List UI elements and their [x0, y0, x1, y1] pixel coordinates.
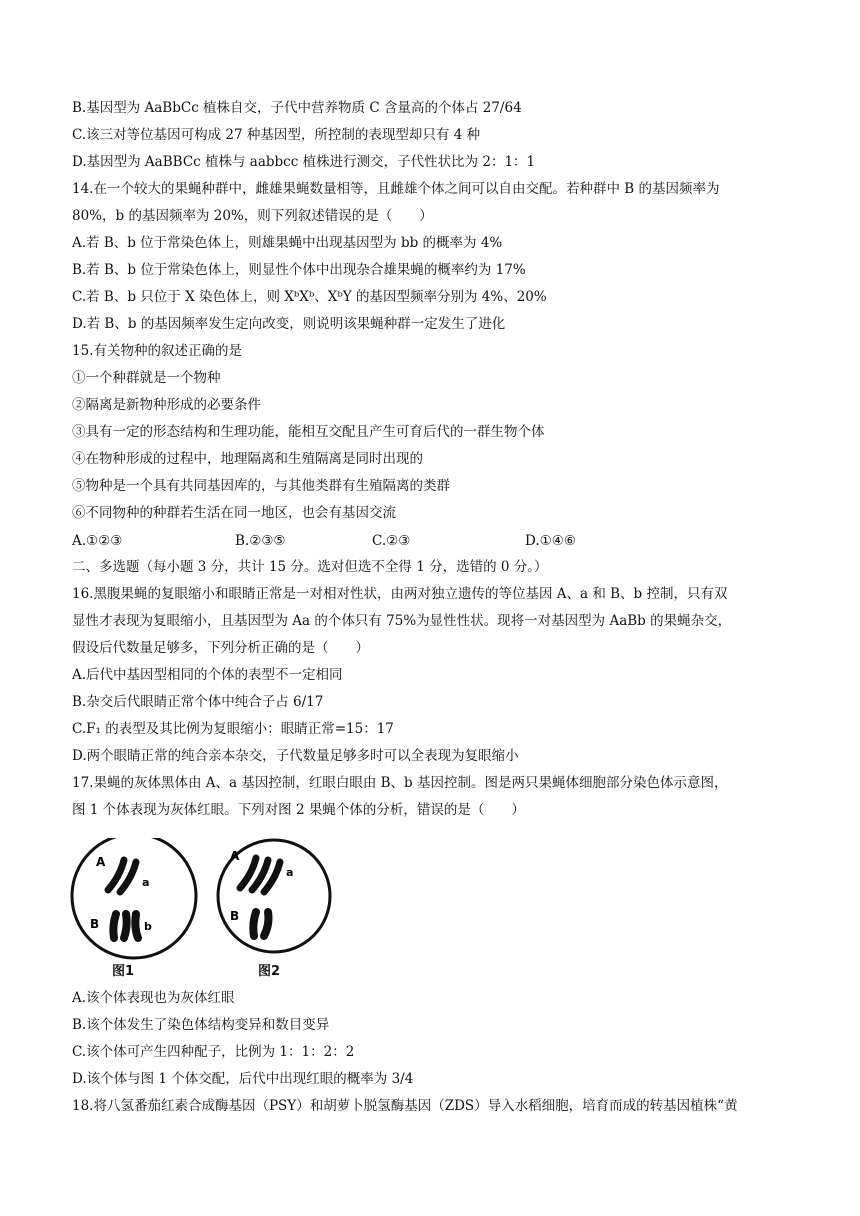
q16-option-a: A.后代中基因型相同的个体的表型不一定相同	[72, 667, 343, 683]
chromosome-figure-svg	[68, 838, 338, 978]
q15-option-b: B.②③⑤	[235, 533, 286, 549]
q15-item-6: ⑥不同物种的种群若生活在同一地区，也会有基因交流	[72, 505, 396, 521]
q14-stem-line-2: 80%，b 的基因频率为 20%，则下列叙述错误的是（ ）	[72, 208, 433, 224]
q15-options-row	[72, 531, 792, 551]
fig1-label-B: B	[90, 917, 100, 931]
chromosome-figure	[68, 838, 338, 978]
q17-option-c: C.该个体可产生四种配子，比例为 1：1：2：2	[72, 1044, 355, 1060]
q15-option-c: C.②③	[372, 533, 411, 549]
figure-2-caption: 图2	[258, 964, 281, 979]
q15-option-d: D.①④⑥	[525, 533, 576, 549]
q15-stem: 15.有关物种的叙述正确的是	[72, 343, 242, 359]
q13-option-b: B.基因型为 AaBbCc 植株自交，子代中营养物质 C 含量高的个体占 27/64	[72, 100, 522, 116]
q16-stem-line-3: 假设后代数量足够多，下列分析正确的是（ ）	[72, 640, 369, 656]
q17-stem-line-2: 图 1 个体表现为灰体红眼。下列对图 2 果蝇个体的分析，错误的是（ ）	[72, 802, 525, 818]
fig2-label-B: B	[230, 909, 240, 923]
q14-option-a: A.若 B、b 位于常染色体上，则雄果蝇中出现基因型为 bb 的概率为 4%	[72, 235, 503, 251]
q16-option-c: C.F₁ 的表型及其比例为复眼缩小：眼睛正常=15：17	[72, 721, 394, 737]
q15-item-3: ③具有一定的形态结构和生理功能，能相互交配且产生可育后代的一群生物个体	[72, 424, 545, 440]
q16-stem-line-1: 16.黑腹果蝇的复眼缩小和眼睛正常是一对相对性状，由两对独立遗传的等位基因 A、a 和 B、b 控制，只有双	[72, 586, 728, 602]
q17-stem-line-1: 17.果蝇的灰体黑体由 A、a 基因控制，红眼白眼由 B、b 基因控制。图是两只果蝇体细胞部分染色体示意图，	[72, 775, 728, 791]
fig1-label-b: b	[144, 920, 152, 933]
q14-option-b: B.若 B、b 位于常染色体上，则显性个体中出现杂合雄果蝇的概率约为 17%	[72, 262, 526, 278]
q17-option-a: A.该个体表现也为灰体红眼	[72, 990, 235, 1006]
q15-option-a: A.①②③	[72, 533, 123, 549]
cell-figure-2	[218, 840, 330, 952]
q16-stem-line-2: 显性才表现为复眼缩小，且基因型为 Aa 的个体只有 75%为显性性状。现将一对基因型为 AaBb 的果蝇杂交，	[72, 613, 732, 629]
cell-figure-1	[72, 838, 196, 958]
q15-item-4: ④在物种形成的过程中，地理隔离和生殖隔离是同时出现的	[72, 451, 423, 467]
q16-option-b: B.杂交后代眼睛正常个体中纯合子占 6/17	[72, 694, 324, 710]
q18-stem-line-1: 18.将八氢番茄红素合成酶基因（PSY）和胡萝卜脱氢酶基因（ZDS）导入水稻细胞，培育而成的转基因植株“黄	[72, 1098, 738, 1114]
q13-option-c: C.该三对等位基因可构成 27 种基因型，所控制的表现型却只有 4 种	[72, 127, 481, 143]
fig1-label-A: A	[96, 855, 106, 869]
fig1-label-a: a	[142, 876, 150, 889]
section-multiple-choice-heading: 二、多选题（每小题 3 分，共计 15 分。选对但选不全得 1 分，选错的 0 分。）	[72, 559, 548, 575]
fig2-label-a: a	[286, 866, 294, 879]
fig2-label-A: A	[230, 849, 240, 863]
q14-option-d: D.若 B、b 的基因频率发生定向改变，则说明该果蝇种群一定发生了进化	[72, 316, 506, 332]
q15-item-2: ②隔离是新物种形成的必要条件	[72, 397, 261, 413]
q14-option-c: C.若 B、b 只位于 X 染色体上，则 XᵇXᵇ、XᵇY 的基因型频率分别为 4%、20%	[72, 289, 547, 305]
q17-option-b: B.该个体发生了染色体结构变异和数目变异	[72, 1017, 330, 1033]
q15-item-1: ①一个种群就是一个物种	[72, 370, 221, 386]
q16-option-d: D.两个眼睛正常的纯合亲本杂交，子代数量足够多时可以全表现为复眼缩小	[72, 748, 519, 764]
q13-option-d: D.基因型为 AaBBCc 植株与 aabbcc 植株进行测交，子代性状比为 2：1：1	[72, 154, 536, 170]
q17-option-d: D.该个体与图 1 个体交配，后代中出现红眼的概率为 3/4	[72, 1071, 414, 1087]
figure-1-caption: 图1	[112, 964, 135, 979]
q15-item-5: ⑤物种是一个具有共同基因库的，与其他类群有生殖隔离的类群	[72, 478, 450, 494]
q14-stem-line-1: 14.在一个较大的果蝇种群中，雌雄果蝇数量相等，且雌雄个体之间可以自由交配。若种群中 B 的基因频率为	[72, 181, 720, 197]
